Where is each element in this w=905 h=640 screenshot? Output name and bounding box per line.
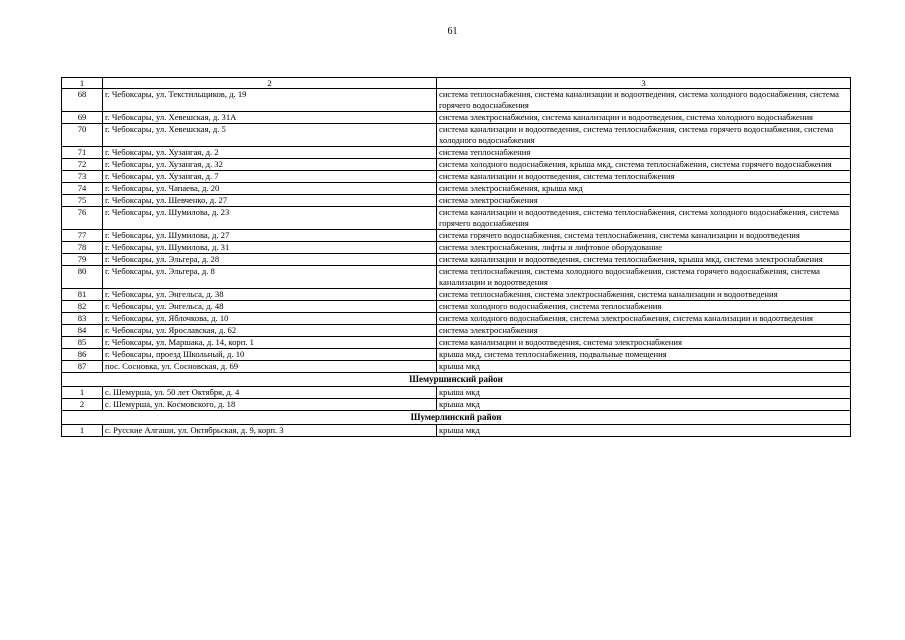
row-address: г. Чебоксары, ул. Чапаева, д. 20: [103, 183, 437, 195]
row-number: 78: [62, 242, 103, 254]
table-row: [62, 399, 851, 411]
row-number: 85: [62, 337, 103, 349]
row-address: г. Чебоксары, ул. Хузангая, д. 32: [103, 159, 437, 171]
row-address: г. Чебоксары, ул. Шевченко, д. 27: [103, 195, 437, 207]
row-systems: система электроснабжения, система канализации и водоотведения, система холодного водоснабжения: [437, 112, 851, 124]
section-heading: Шумерлинский район: [62, 411, 851, 425]
row-address: г. Чебоксары, ул. Шумилова, д. 31: [103, 242, 437, 254]
header-col-3: 3: [437, 78, 851, 89]
row-number: 68: [62, 89, 103, 112]
row-number: 71: [62, 147, 103, 159]
row-number: 72: [62, 159, 103, 171]
row-number: 82: [62, 301, 103, 313]
table-row: [62, 112, 851, 124]
row-address: г. Чебоксары, ул. Энгельса, д. 48: [103, 301, 437, 313]
row-number: 86: [62, 349, 103, 361]
row-number: 83: [62, 313, 103, 325]
table-header-row: [62, 78, 851, 89]
row-systems: система электроснабжения, крыша мкд: [437, 183, 851, 195]
row-address: г. Чебоксары, ул. Шумилова, д. 23: [103, 207, 437, 230]
row-address: г. Чебоксары, ул. Хузангая, д. 7: [103, 171, 437, 183]
row-address: г. Чебоксары, ул. Маршака, д. 14, корп. 1: [103, 337, 437, 349]
section-heading: Шемуршинский район: [62, 373, 851, 387]
row-systems: система горячего водоснабжения, система теплоснабжения, система канализации и водоотведения: [437, 230, 851, 242]
row-address: г. Чебоксары, ул. Хевешская, д. 5: [103, 124, 437, 147]
table-row: [62, 124, 851, 147]
row-systems: система теплоснабжения, система холодного водоснабжения, система горячего водоснабжения, система канализации и водоотведения: [437, 266, 851, 289]
table-row: [62, 387, 851, 399]
row-address: с. Русские Алгаши, ул. Октябрьская, д. 9, корп. 3: [103, 425, 437, 437]
header-col-1: 1: [62, 78, 103, 89]
row-systems: система канализации и водоотведения, система теплоснабжения, система холодного водоснабжения, система горячего водоснабжения: [437, 207, 851, 230]
row-number: 77: [62, 230, 103, 242]
row-number: 76: [62, 207, 103, 230]
row-systems: система холодного водоснабжения, система электроснабжения, система канализации и водоотведения: [437, 313, 851, 325]
section-heading-row: [62, 373, 851, 387]
buildings-table: [61, 77, 851, 437]
section-heading-row: [62, 411, 851, 425]
row-systems: система электроснабжения: [437, 325, 851, 337]
row-number: 70: [62, 124, 103, 147]
table-row: [62, 266, 851, 289]
table-row: [62, 195, 851, 207]
row-systems: крыша мкд, система теплоснабжения, подвальные помещения: [437, 349, 851, 361]
row-address: с. Шемурша, ул. Космовского, д. 18: [103, 399, 437, 411]
table-row: [62, 337, 851, 349]
row-number: 1: [62, 387, 103, 399]
row-address: г. Чебоксары, ул. Текстильщиков, д. 19: [103, 89, 437, 112]
row-systems: система холодного водоснабжения, крыша мкд, система теплоснабжения, система горячего водоснабжения: [437, 159, 851, 171]
row-systems: система канализации и водоотведения, система теплоснабжения: [437, 171, 851, 183]
row-address: г. Чебоксары, ул. Эльгера, д. 28: [103, 254, 437, 266]
row-address: г. Чебоксары, ул. Яблочкова, д. 10: [103, 313, 437, 325]
row-systems: крыша мкд: [437, 361, 851, 373]
row-address: г. Чебоксары, ул. Эльгера, д. 8: [103, 266, 437, 289]
row-address: г. Чебоксары, ул. Энгельса, д. 38: [103, 289, 437, 301]
row-systems: система канализации и водоотведения, система электроснабжения: [437, 337, 851, 349]
row-number: 69: [62, 112, 103, 124]
row-systems: система теплоснабжения, система канализации и водоотведения, система холодного водоснабжения, система горячего водоснабжения: [437, 89, 851, 112]
row-number: 79: [62, 254, 103, 266]
table-row: [62, 183, 851, 195]
table-row: [62, 89, 851, 112]
row-address: г. Чебоксары, ул. Ярославская, д. 62: [103, 325, 437, 337]
row-systems: крыша мкд: [437, 387, 851, 399]
row-number: 80: [62, 266, 103, 289]
row-address: г. Чебоксары, ул. Хевешская, д. 31А: [103, 112, 437, 124]
table-row: [62, 289, 851, 301]
row-address: г. Чебоксары, ул. Хузангая, д. 2: [103, 147, 437, 159]
row-number: 84: [62, 325, 103, 337]
table-row: [62, 325, 851, 337]
table-row: [62, 301, 851, 313]
row-address: пос. Сосновка, ул. Сосновская, д. 69: [103, 361, 437, 373]
row-systems: система электроснабжения, лифты и лифтовое оборудование: [437, 242, 851, 254]
table-row: [62, 349, 851, 361]
row-address: с. Шемурша, ул. 50 лет Октября, д. 4: [103, 387, 437, 399]
row-number: 73: [62, 171, 103, 183]
row-systems: крыша мкд: [437, 425, 851, 437]
row-systems: система канализации и водоотведения, система теплоснабжения, система горячего водоснабжения, система холодного водоснабжения: [437, 124, 851, 147]
row-address: г. Чебоксары, ул. Шумилова, д. 27: [103, 230, 437, 242]
row-number: 87: [62, 361, 103, 373]
row-systems: крыша мкд: [437, 399, 851, 411]
page-number: 61: [447, 26, 458, 37]
table-row: [62, 242, 851, 254]
table-row: [62, 313, 851, 325]
row-address: г. Чебоксары, проезд Школьный, д. 10: [103, 349, 437, 361]
table-row: [62, 147, 851, 159]
row-number: 1: [62, 425, 103, 437]
table-row: [62, 159, 851, 171]
row-systems: система теплоснабжения: [437, 147, 851, 159]
row-systems: система холодного водоснабжения, система теплоснабжения: [437, 301, 851, 313]
table-row: [62, 207, 851, 230]
row-systems: система теплоснабжения, система электроснабжения, система канализации и водоотведения: [437, 289, 851, 301]
row-number: 2: [62, 399, 103, 411]
row-systems: система электроснабжения: [437, 195, 851, 207]
row-number: 74: [62, 183, 103, 195]
row-systems: система канализации и водоотведения, система теплоснабжения, крыша мкд, система электроснабжения: [437, 254, 851, 266]
row-number: 75: [62, 195, 103, 207]
table-row: [62, 254, 851, 266]
row-number: 81: [62, 289, 103, 301]
table-row: [62, 425, 851, 437]
table-row: [62, 361, 851, 373]
header-col-2: 2: [103, 78, 437, 89]
table-row: [62, 230, 851, 242]
table-row: [62, 171, 851, 183]
